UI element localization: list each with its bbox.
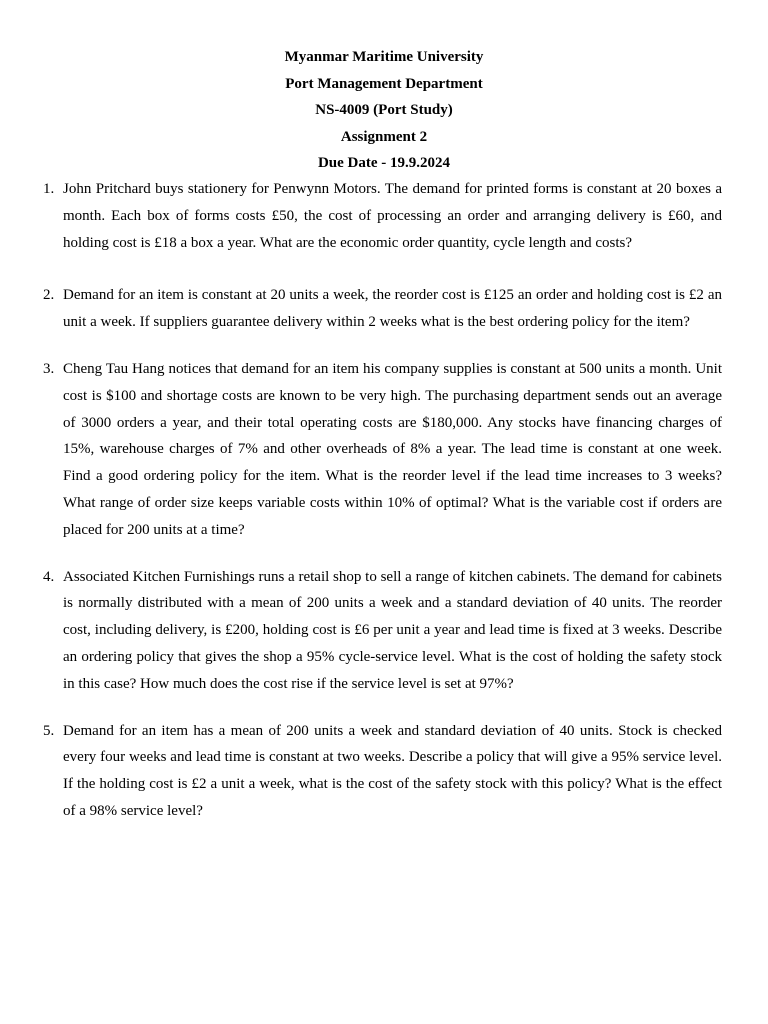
- course-code: NS-4009 (Port Study): [315, 102, 453, 119]
- question-text: Associated Kitchen Furnishings runs a retail shop to sell a range of kitchen cabinets. The demand for cabinets is normally distributed with a mean of 200 units a week and a standard deviation of 40 units. The reorder cost, including delivery, is £200, holding cost is £6 per unit a year and lead time is fixed at 3 weeks. Describe an ordering policy that gives the shop a 95% cycle-service level. What is the cost of holding the safety stock in this case? How much does the cost rise if the service level is set at 97%?: [63, 568, 722, 692]
- question-item: [43, 176, 722, 256]
- question-number: 2.: [43, 287, 55, 304]
- question-number: 3.: [43, 360, 55, 377]
- question-text: John Pritchard buys stationery for Penwynn Motors. The demand for printed forms is constant at 20 boxes a month. Each box of forms costs £50, the cost of processing an order and arranging delivery is £60, and holding cost is £18 a box a year. What are the economic order quantity, cycle length and costs?: [63, 181, 722, 251]
- question-text: Demand for an item has a mean of 200 units a week and standard deviation of 40 units. Stock is checked every four weeks and lead time is constant at two weeks. Describe a policy that will give a 95% service level. If the holding cost is £2 a unit a week, what is the cost of the safety stock with this policy? What is the effect of a 98% service level?: [63, 722, 722, 819]
- question-item: [43, 718, 722, 825]
- question-list: [43, 176, 722, 825]
- department-name: Port Management Department: [285, 75, 483, 92]
- question-item: [43, 564, 722, 698]
- assignment-title: Assignment 2: [340, 128, 428, 145]
- document-header: [0, 44, 768, 177]
- question-number: 5.: [43, 722, 55, 739]
- question-text: Demand for an item is constant at 20 units a week, the reorder cost is £125 an order and holding cost is £2 an unit a week. If suppliers guarantee delivery within 2 weeks what is the best ordering policy for the item?: [63, 287, 722, 331]
- question-text: Cheng Tau Hang notices that demand for an item his company supplies is constant at 500 units a month. Unit cost is $100 and shortage costs are known to be very high. The purchasing department sends out an average of 3000 orders a year, and their total operating costs are $180,000. Any stocks have financing charges of 15%, warehouse charges of 7% and other overheads of 8% a year. The lead time is constant at one week. Find a good ordering policy for the item. What is the reorder level if the lead time increases to 3 weeks? What range of order size keeps variable costs within 10% of optimal? What is the variable cost if orders are placed for 200 units at a time?: [63, 360, 722, 538]
- due-date: Due Date - 19.9.2024: [317, 155, 451, 172]
- question-item: [43, 356, 722, 544]
- question-item: [43, 282, 722, 336]
- question-number: 1.: [43, 181, 55, 197]
- university-name: Myanmar Maritime University: [284, 49, 484, 65]
- question-number: 4.: [43, 568, 55, 585]
